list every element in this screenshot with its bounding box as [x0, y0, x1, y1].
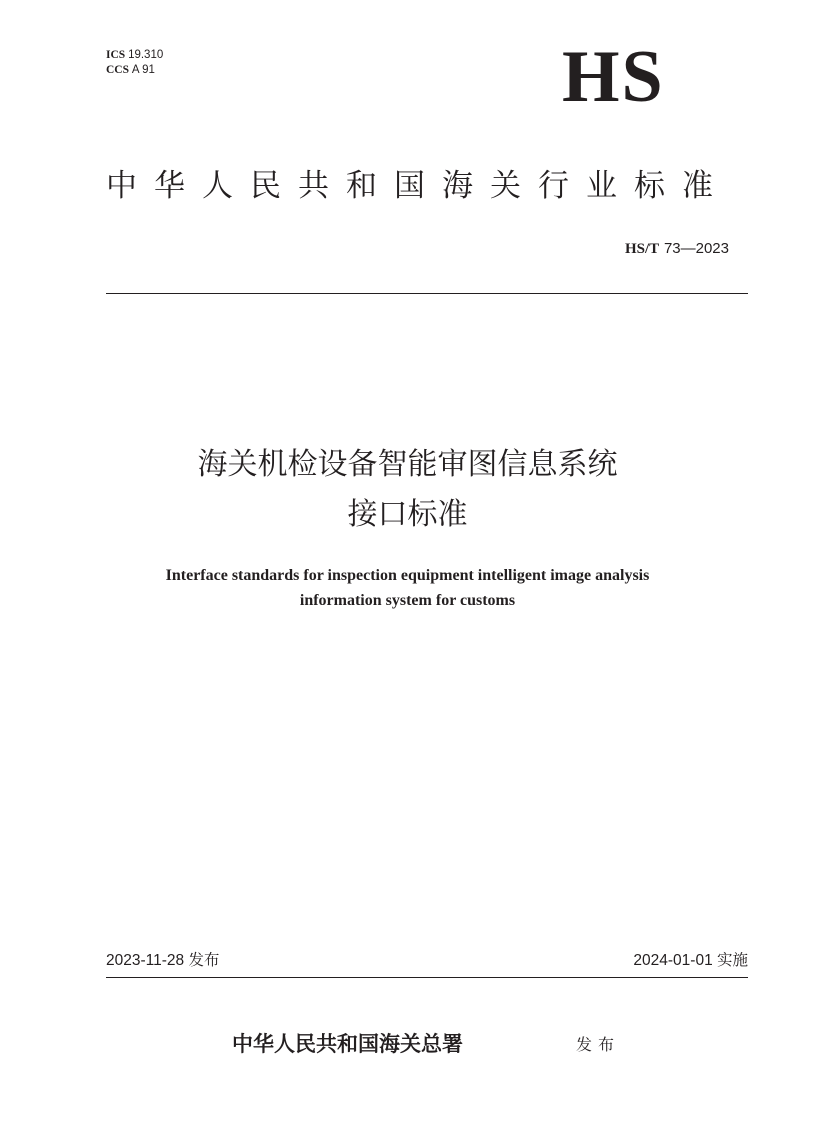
bottom-divider [106, 977, 748, 978]
classification-codes [106, 48, 163, 78]
ccs-value: A 91 [131, 64, 155, 76]
title-zh-line2: 接口标准 [347, 497, 468, 532]
org-title: 中华人民共和国海关行业标准 [106, 168, 730, 204]
title-en-line2: information system for customs [299, 592, 516, 609]
ccs-label: CCS [106, 64, 130, 76]
top-divider [106, 293, 748, 294]
hs-logo: HS [562, 36, 665, 118]
issuer-name: 中华人民共和国海关总署 [232, 1031, 463, 1056]
ics-label: ICS [106, 49, 126, 61]
standard-number-value: 73—2023 [663, 240, 729, 257]
ics-code [106, 48, 163, 63]
standard-number [625, 238, 729, 259]
title-zh-line1: 海关机检设备智能审图信息系统 [197, 447, 618, 482]
title-en-line1: Interface standards for inspection equipment intelligent image analysis [165, 567, 650, 584]
standard-code: HS/T [624, 241, 660, 257]
implement-date: 2024-01-01 实施 [633, 952, 748, 969]
issuer-action: 发布 [576, 1035, 621, 1054]
publish-date: 2023-11-28 发布 [106, 952, 220, 969]
ics-value: 19.310 [128, 49, 164, 61]
ccs-code [106, 63, 163, 78]
